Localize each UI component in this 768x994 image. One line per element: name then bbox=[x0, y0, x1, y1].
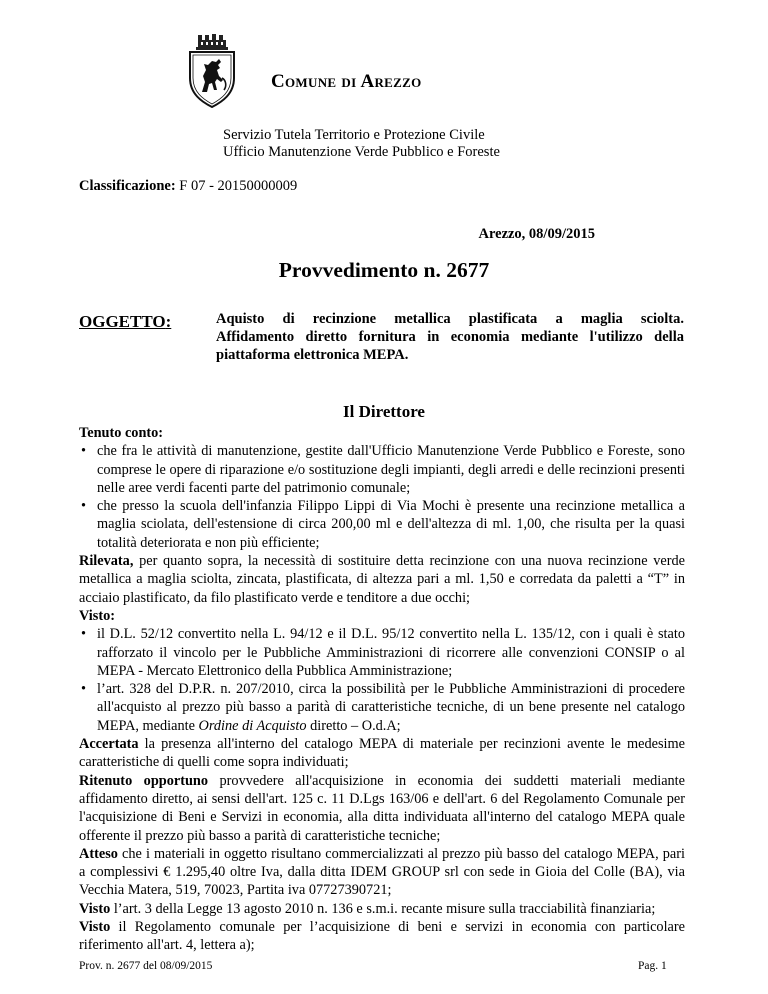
rilevata-paragraph bbox=[79, 552, 685, 607]
document-body bbox=[79, 424, 685, 955]
visto-list bbox=[79, 625, 685, 735]
visto-legge-text: l’art. 3 della Legge 13 agosto 2010 n. 136 e s.m.i. recante misure sulla tracciabilità finanziaria; bbox=[110, 900, 656, 917]
classification-value: F 07 - 20150000009 bbox=[175, 178, 298, 194]
oggetto-line: Aquisto di recinzione metallica plastificata a maglia sciolta. bbox=[216, 311, 684, 327]
visto-item2-end: diretto – O.d.A; bbox=[306, 717, 401, 734]
list-item: • che presso la scuola dell'infanzia Filippo Lippi di Via Mochi è presente una recinzione metallica a maglia sciolata, dell'estensione di circa 200,00 ml e dell'altezza di ml. 1,00, che risulta per la quasi totalità deteriorata e non più efficiente; bbox=[79, 497, 685, 552]
direttore-heading: Il Direttore bbox=[343, 402, 425, 421]
tenuto-heading: Tenuto conto: bbox=[79, 425, 164, 441]
accertata-heading: Accertata bbox=[79, 736, 139, 753]
visto-heading: Visto: bbox=[79, 607, 116, 624]
oggetto-text bbox=[216, 310, 684, 364]
comune-title: Comune di Arezzo bbox=[271, 71, 422, 92]
oggetto-line: Affidamento diretto fornitura in economia mediante l'utilizzo della bbox=[216, 329, 684, 345]
ritenuto-paragraph bbox=[79, 772, 685, 845]
atteso-paragraph bbox=[79, 845, 685, 900]
footer-reference: Prov. n. 2677 del 08/09/2015 bbox=[79, 960, 213, 972]
oggetto-colon: : bbox=[165, 312, 172, 331]
tenuto-list bbox=[79, 442, 685, 552]
provvedimento-title: Provvedimento n. 2677 bbox=[278, 258, 490, 282]
visto-regolamento-text: il Regolamento comunale per l’acquisizione di beni e servizi in economia con particolare riferimento all'art. 4, lettera a); bbox=[79, 919, 685, 954]
visto-regolamento-paragraph bbox=[79, 918, 685, 955]
atteso-text: che i materiali in oggetto risultano commercializzati al prezzo più basso del catalogo MEPA, pari a complessivi € 1.295,40 oltre Iva, dalla ditta IDEM GROUP srl con sede in Gioia del Colle (BA), via Vecchia Matera, 519, 70023, Partita iva 07727390721; bbox=[79, 845, 685, 899]
oggetto-label-text: OGGETTO bbox=[79, 312, 166, 331]
list-item: • il D.L. 52/12 convertito nella L. 94/12 e il D.L. 95/12 convertito nella L. 135/12, con i quali è stato rafforzato il vincolo per le Pubbliche Amministrazioni di ricorrere alle convenzioni CONSIP o al MEPA - Mercato Elettronico della Pubblica Amministrazione; bbox=[79, 625, 685, 680]
list-item: • che fra le attività di manutenzione, gestite dall'Ufficio Manutenzione Verde Pubblico e Foreste, sono comprese le opere di riparazione e/o sostituzione degli impianti, degli arredi e delle recinzioni presenti nelle aree verdi facenti parte del patrimonio comunale; bbox=[79, 442, 685, 497]
rilevata-heading: Rilevata, bbox=[79, 553, 134, 570]
service-name: Servizio Tutela Territorio e Protezione Civile bbox=[223, 127, 485, 143]
visto-regolamento-heading: Visto bbox=[79, 919, 111, 936]
arezzo-crest-icon bbox=[186, 34, 238, 108]
classification bbox=[79, 178, 297, 195]
visto-legge-paragraph bbox=[79, 900, 685, 918]
oggetto-label bbox=[79, 312, 171, 332]
visto-item2-text: l’art. 328 del D.P.R. n. 207/2010, circa la possibilità per le Pubbliche Amministrazioni di procedere all'acquisto al prezzo più basso a parità di caratteristiche tecniche, di un bene presente nel catalogo MEPA, mediante bbox=[97, 681, 685, 734]
ordine-acquisto-text: Ordine di Acquisto bbox=[198, 717, 307, 734]
oggetto-line: piattaforma elettronica MEPA. bbox=[216, 347, 409, 363]
visto-legge-heading: Visto bbox=[79, 900, 111, 917]
ritenuto-heading: Ritenuto opportuno bbox=[79, 772, 209, 789]
rilevata-text: per quanto sopra, la necessità di sostituire detta recinzione con una nuova recinzione verde metallica a maglia sciolta, zincata, plastificata, di altezza pari a ml. 1,50 e corredata da paletti a “T” in acciaio plastificato, da filo plastificato verde e tenditore a due occhi; bbox=[79, 553, 685, 606]
ritenuto-text: provvedere all'acquisizione in economia dei suddetti materiali mediante affidamento diretto, ai sensi dell'art. 125 c. 11 D.Lgs 163/06 e dell'art. 6 del Regolamento Comunale per l'acquisizione di Beni e Servizi in economia, alla ditta individuata all'interno del catalogo MEPA quale offerente il prezzo più basso a parità di caratteristiche tecniche; bbox=[79, 772, 685, 844]
accertata-paragraph bbox=[79, 735, 685, 772]
page-number: Pag. 1 bbox=[638, 960, 667, 972]
classification-label: Classificazione: bbox=[79, 178, 176, 194]
document-date: Arezzo, 08/09/2015 bbox=[478, 226, 595, 242]
office-name: Ufficio Manutenzione Verde Pubblico e Foreste bbox=[223, 144, 500, 160]
accertata-text: la presenza all'interno del catalogo MEPA di materiale per recinzioni avente le medesime caratteristiche di quelli come sopra individuati; bbox=[79, 736, 685, 771]
list-item bbox=[79, 680, 685, 735]
atteso-heading: Atteso bbox=[79, 845, 118, 862]
service-block bbox=[223, 127, 500, 161]
